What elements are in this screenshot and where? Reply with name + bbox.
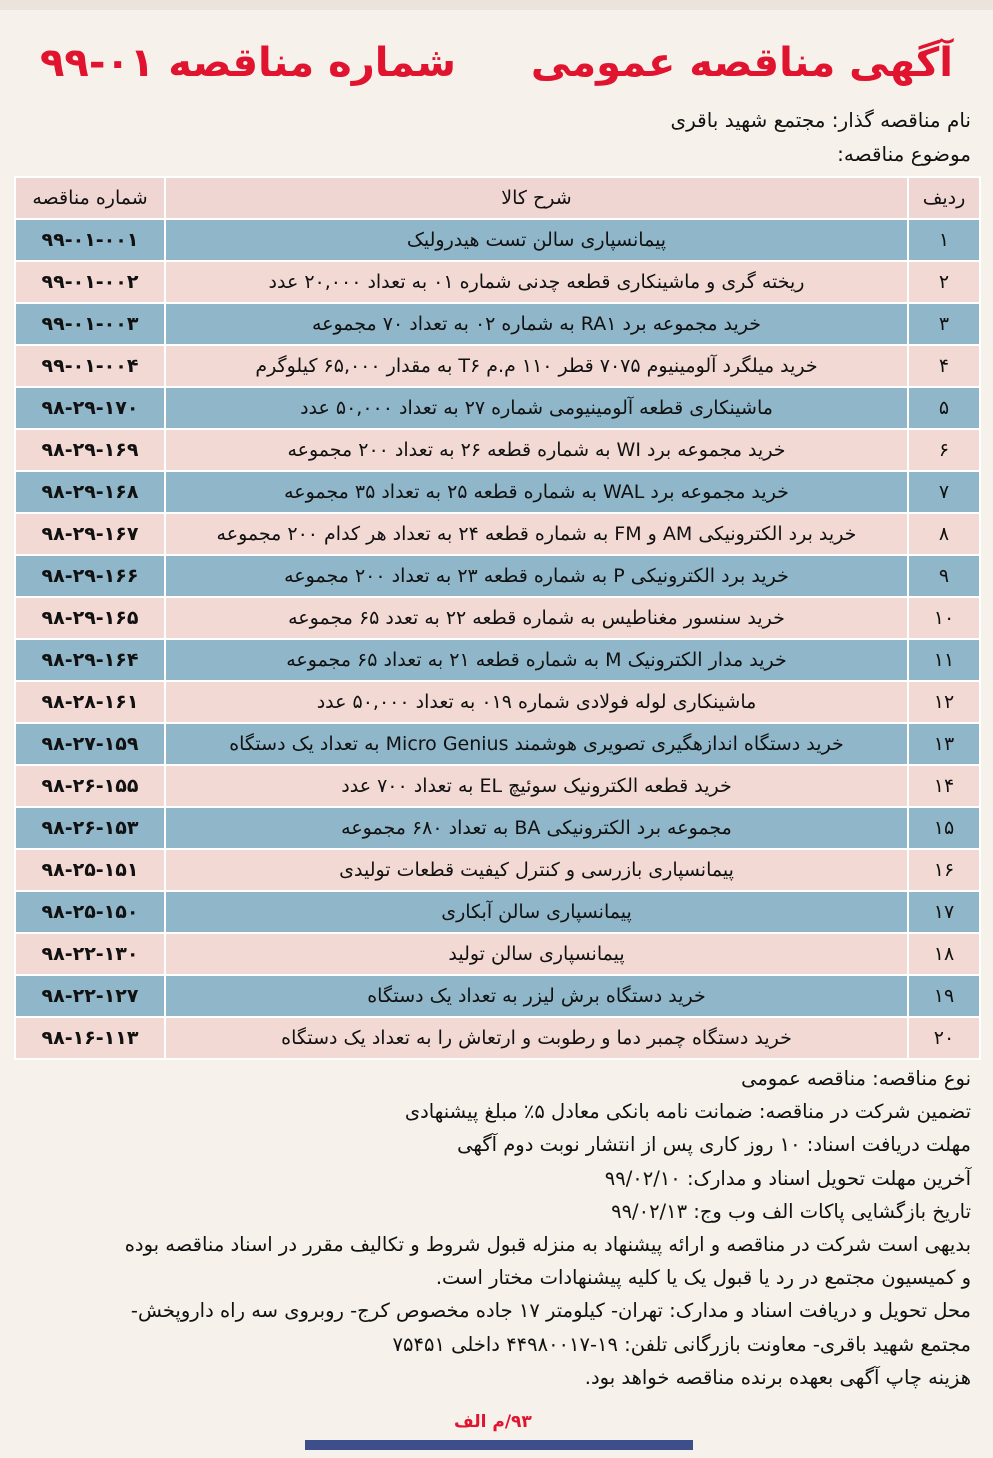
tender-number-cell: ۹۸-۲۹-۱۶۸	[15, 471, 165, 513]
tender-number-cell: ۹۸-۲۶-۱۵۳	[15, 807, 165, 849]
row-number-cell: ۱۰	[908, 597, 980, 639]
footer-code: ۹۳/م الف	[454, 1412, 532, 1432]
tender-type: نوع مناقصه: مناقصه عمومی	[741, 1067, 971, 1090]
tender-number-cell: ۹۹-۰۱-۰۰۲	[15, 261, 165, 303]
tender-number-cell: ۹۸-۲۵-۱۵۰	[15, 891, 165, 933]
tender-number-title: شماره مناقصه ۰۱-۹۹	[40, 40, 456, 86]
header-tender-number: شماره مناقصه	[15, 177, 165, 219]
page-title: آگهی مناقصه عمومی	[530, 40, 953, 86]
table-row	[15, 597, 980, 639]
address-line-2: مجتمع شهید باقری- معاونت بازرگانی تلفن: ۱۹-۴۴۹۸۰۰۱۷ داخلی ۷۵۴۵۱	[392, 1332, 971, 1356]
tender-table	[14, 176, 981, 1060]
table-row	[15, 345, 980, 387]
tender-number-cell: ۹۸-۲۹-۱۶۷	[15, 513, 165, 555]
tender-number-cell: ۹۸-۲۹-۱۷۰	[15, 387, 165, 429]
description-cell: خرید سنسور مغناطیس به شماره قطعه ۲۲ به تعدد ۶۵ مجموعه	[165, 597, 908, 639]
table-row	[15, 513, 980, 555]
tender-number-cell: ۹۸-۲۷-۱۵۹	[15, 723, 165, 765]
description-cell: خرید مجموعه برد WAL به شماره قطعه ۲۵ به تعداد ۳۵ مجموعه	[165, 471, 908, 513]
row-number-cell: ۱۳	[908, 723, 980, 765]
table-row	[15, 429, 980, 471]
row-number-cell: ۲	[908, 261, 980, 303]
address-line-1: محل تحویل و دریافت اسناد و مدارک: تهران- کیلومتر ۱۷ جاده مخصوص کرج- روبروی سه راه داروپخش-	[130, 1299, 971, 1323]
tender-number-cell: ۹۸-۲۹-۱۶۴	[15, 639, 165, 681]
opening-date: تاریخ بازگشایی پاکات الف وب وج: ۹۹/۰۲/۱۳	[611, 1199, 971, 1223]
tender-number-cell: ۹۸-۲۵-۱۵۱	[15, 849, 165, 891]
description-cell: ماشینکاری قطعه آلومینیومی شماره ۲۷ به تعداد ۵۰,۰۰۰ عدد	[165, 387, 908, 429]
document-deliver-deadline: آخرین مهلت تحویل اسناد و مدارک: ۹۹/۰۲/۱۰	[604, 1166, 971, 1190]
description-cell: ریخته گری و ماشینکاری قطعه چدنی شماره ۰۱ به تعداد ۲۰,۰۰۰ عدد	[165, 261, 908, 303]
note-line-2: و کمیسیون مجتمع در رد یا قبول یک یا کلیه پیشنهادات مختار است.	[435, 1266, 971, 1290]
table-row	[15, 303, 980, 345]
header-row-number: ردیف	[908, 177, 980, 219]
table-row	[15, 807, 980, 849]
description-cell: ماشینکاری لوله فولادی شماره ۰۱۹ به تعداد ۵۰,۰۰۰ عدد	[165, 681, 908, 723]
table-row	[15, 891, 980, 933]
description-cell: پیمانسپاری سالن آبکاری	[165, 891, 908, 933]
description-cell: خرید قطعه الکترونیک سوئیچ EL به تعداد ۷۰۰ عدد	[165, 765, 908, 807]
tender-number-cell: ۹۸-۲۲-۱۲۷	[15, 975, 165, 1017]
row-number-cell: ۶	[908, 429, 980, 471]
tender-number-cell: ۹۸-۲۶-۱۵۵	[15, 765, 165, 807]
tender-number-cell: ۹۹-۰۱-۰۰۴	[15, 345, 165, 387]
table-row	[15, 387, 980, 429]
row-number-cell: ۱	[908, 219, 980, 261]
cost-note: هزینه چاپ آگهی بعهده برنده مناقصه خواهد بود.	[584, 1365, 971, 1389]
row-number-cell: ۸	[908, 513, 980, 555]
description-cell: خرید مجموعه برد RA۱ به شماره ۰۲ به تعداد ۷۰ مجموعه	[165, 303, 908, 345]
header	[40, 28, 953, 98]
table-row	[15, 471, 980, 513]
table-row	[15, 975, 980, 1017]
description-cell: خرید برد الکترونیکی AM و FM به شماره قطعه ۲۴ به تعداد هر کدام ۲۰۰ مجموعه	[165, 513, 908, 555]
row-number-cell: ۱۹	[908, 975, 980, 1017]
row-number-cell: ۱۶	[908, 849, 980, 891]
tender-number-cell: ۹۸-۲۲-۱۳۰	[15, 933, 165, 975]
row-number-cell: ۱۲	[908, 681, 980, 723]
description-cell: خرید دستگاه اندازهگیری تصویری هوشمند Micro Genius به تعداد یک دستگاه	[165, 723, 908, 765]
description-cell: پیمانسپاری بازرسی و کنترل کیفیت قطعات تولیدی	[165, 849, 908, 891]
row-number-cell: ۱۴	[908, 765, 980, 807]
table-row	[15, 681, 980, 723]
table-row	[15, 261, 980, 303]
header-description: شرح کالا	[165, 177, 908, 219]
tender-number-cell: ۹۹-۰۱-۰۰۳	[15, 303, 165, 345]
description-cell: خرید مجموعه برد WI به شماره قطعه ۲۶ به تعداد ۲۰۰ مجموعه	[165, 429, 908, 471]
table-header-row	[15, 177, 980, 219]
tender-number-cell: ۹۸-۲۹-۱۶۹	[15, 429, 165, 471]
participation-guarantee: تضمین شرکت در مناقصه: ضمانت نامه بانکی معادل ۵٪ مبلغ پیشنهادی	[404, 1100, 971, 1124]
tender-number-cell: ۹۸-۲۹-۱۶۶	[15, 555, 165, 597]
description-cell: خرید میلگرد آلومینیوم ۷۰۷۵ قطر ۱۱۰ م.م T۶ به مقدار ۶۵,۰۰۰ کیلوگرم	[165, 345, 908, 387]
row-number-cell: ۷	[908, 471, 980, 513]
row-number-cell: ۱۵	[908, 807, 980, 849]
note-line-1: بدیهی است شرکت در مناقصه و ارائه پیشنهاد به منزله قبول شروط و تکالیف مقرر در اسناد مناقصه بوده	[124, 1233, 971, 1257]
tender-number-cell: ۹۸-۲۸-۱۶۱	[15, 681, 165, 723]
table-row	[15, 849, 980, 891]
row-number-cell: ۲۰	[908, 1017, 980, 1059]
tender-details	[20, 1062, 971, 1394]
tender-number-cell: ۹۸-۱۶-۱۱۳	[15, 1017, 165, 1059]
table-row	[15, 933, 980, 975]
description-cell: خرید دستگاه چمبر دما و رطوبت و ارتعاش را به تعداد یک دستگاه	[165, 1017, 908, 1059]
description-cell: مجموعه برد الکترونیکی BA به تعداد ۶۸۰ مجموعه	[165, 807, 908, 849]
row-number-cell: ۱۸	[908, 933, 980, 975]
description-cell: پیمانسپاری سالن تولید	[165, 933, 908, 975]
table-row	[15, 219, 980, 261]
document-receive-deadline: مهلت دریافت اسناد: ۱۰ روز کاری پس از انتشار نوبت دوم آگهی	[457, 1133, 971, 1157]
row-number-cell: ۴	[908, 345, 980, 387]
table-row	[15, 639, 980, 681]
table-row	[15, 555, 980, 597]
table-row	[15, 1017, 980, 1059]
row-number-cell: ۱۷	[908, 891, 980, 933]
description-cell: خرید دستگاه برش لیزر به تعداد یک دستگاه	[165, 975, 908, 1017]
top-edge	[0, 0, 993, 10]
table-row	[15, 765, 980, 807]
row-number-cell: ۵	[908, 387, 980, 429]
description-cell: پیمانسپاری سالن تست هیدرولیک	[165, 219, 908, 261]
row-number-cell: ۱۱	[908, 639, 980, 681]
description-cell: خرید مدار الکترونیک M به شماره قطعه ۲۱ به تعداد ۶۵ مجموعه	[165, 639, 908, 681]
subject-line: موضوع مناقصه:	[837, 142, 971, 166]
description-cell: خرید برد الکترونیکی P به شماره قطعه ۲۳ به تعداد ۲۰۰ مجموعه	[165, 555, 908, 597]
table-body	[15, 219, 980, 1059]
tender-number-cell: ۹۸-۲۹-۱۶۵	[15, 597, 165, 639]
row-number-cell: ۹	[908, 555, 980, 597]
table-row	[15, 723, 980, 765]
footer-bar	[305, 1440, 693, 1450]
row-number-cell: ۳	[908, 303, 980, 345]
organizer-line: نام مناقصه گذار: مجتمع شهید باقری	[670, 108, 971, 132]
tender-number-cell: ۹۹-۰۱-۰۰۱	[15, 219, 165, 261]
